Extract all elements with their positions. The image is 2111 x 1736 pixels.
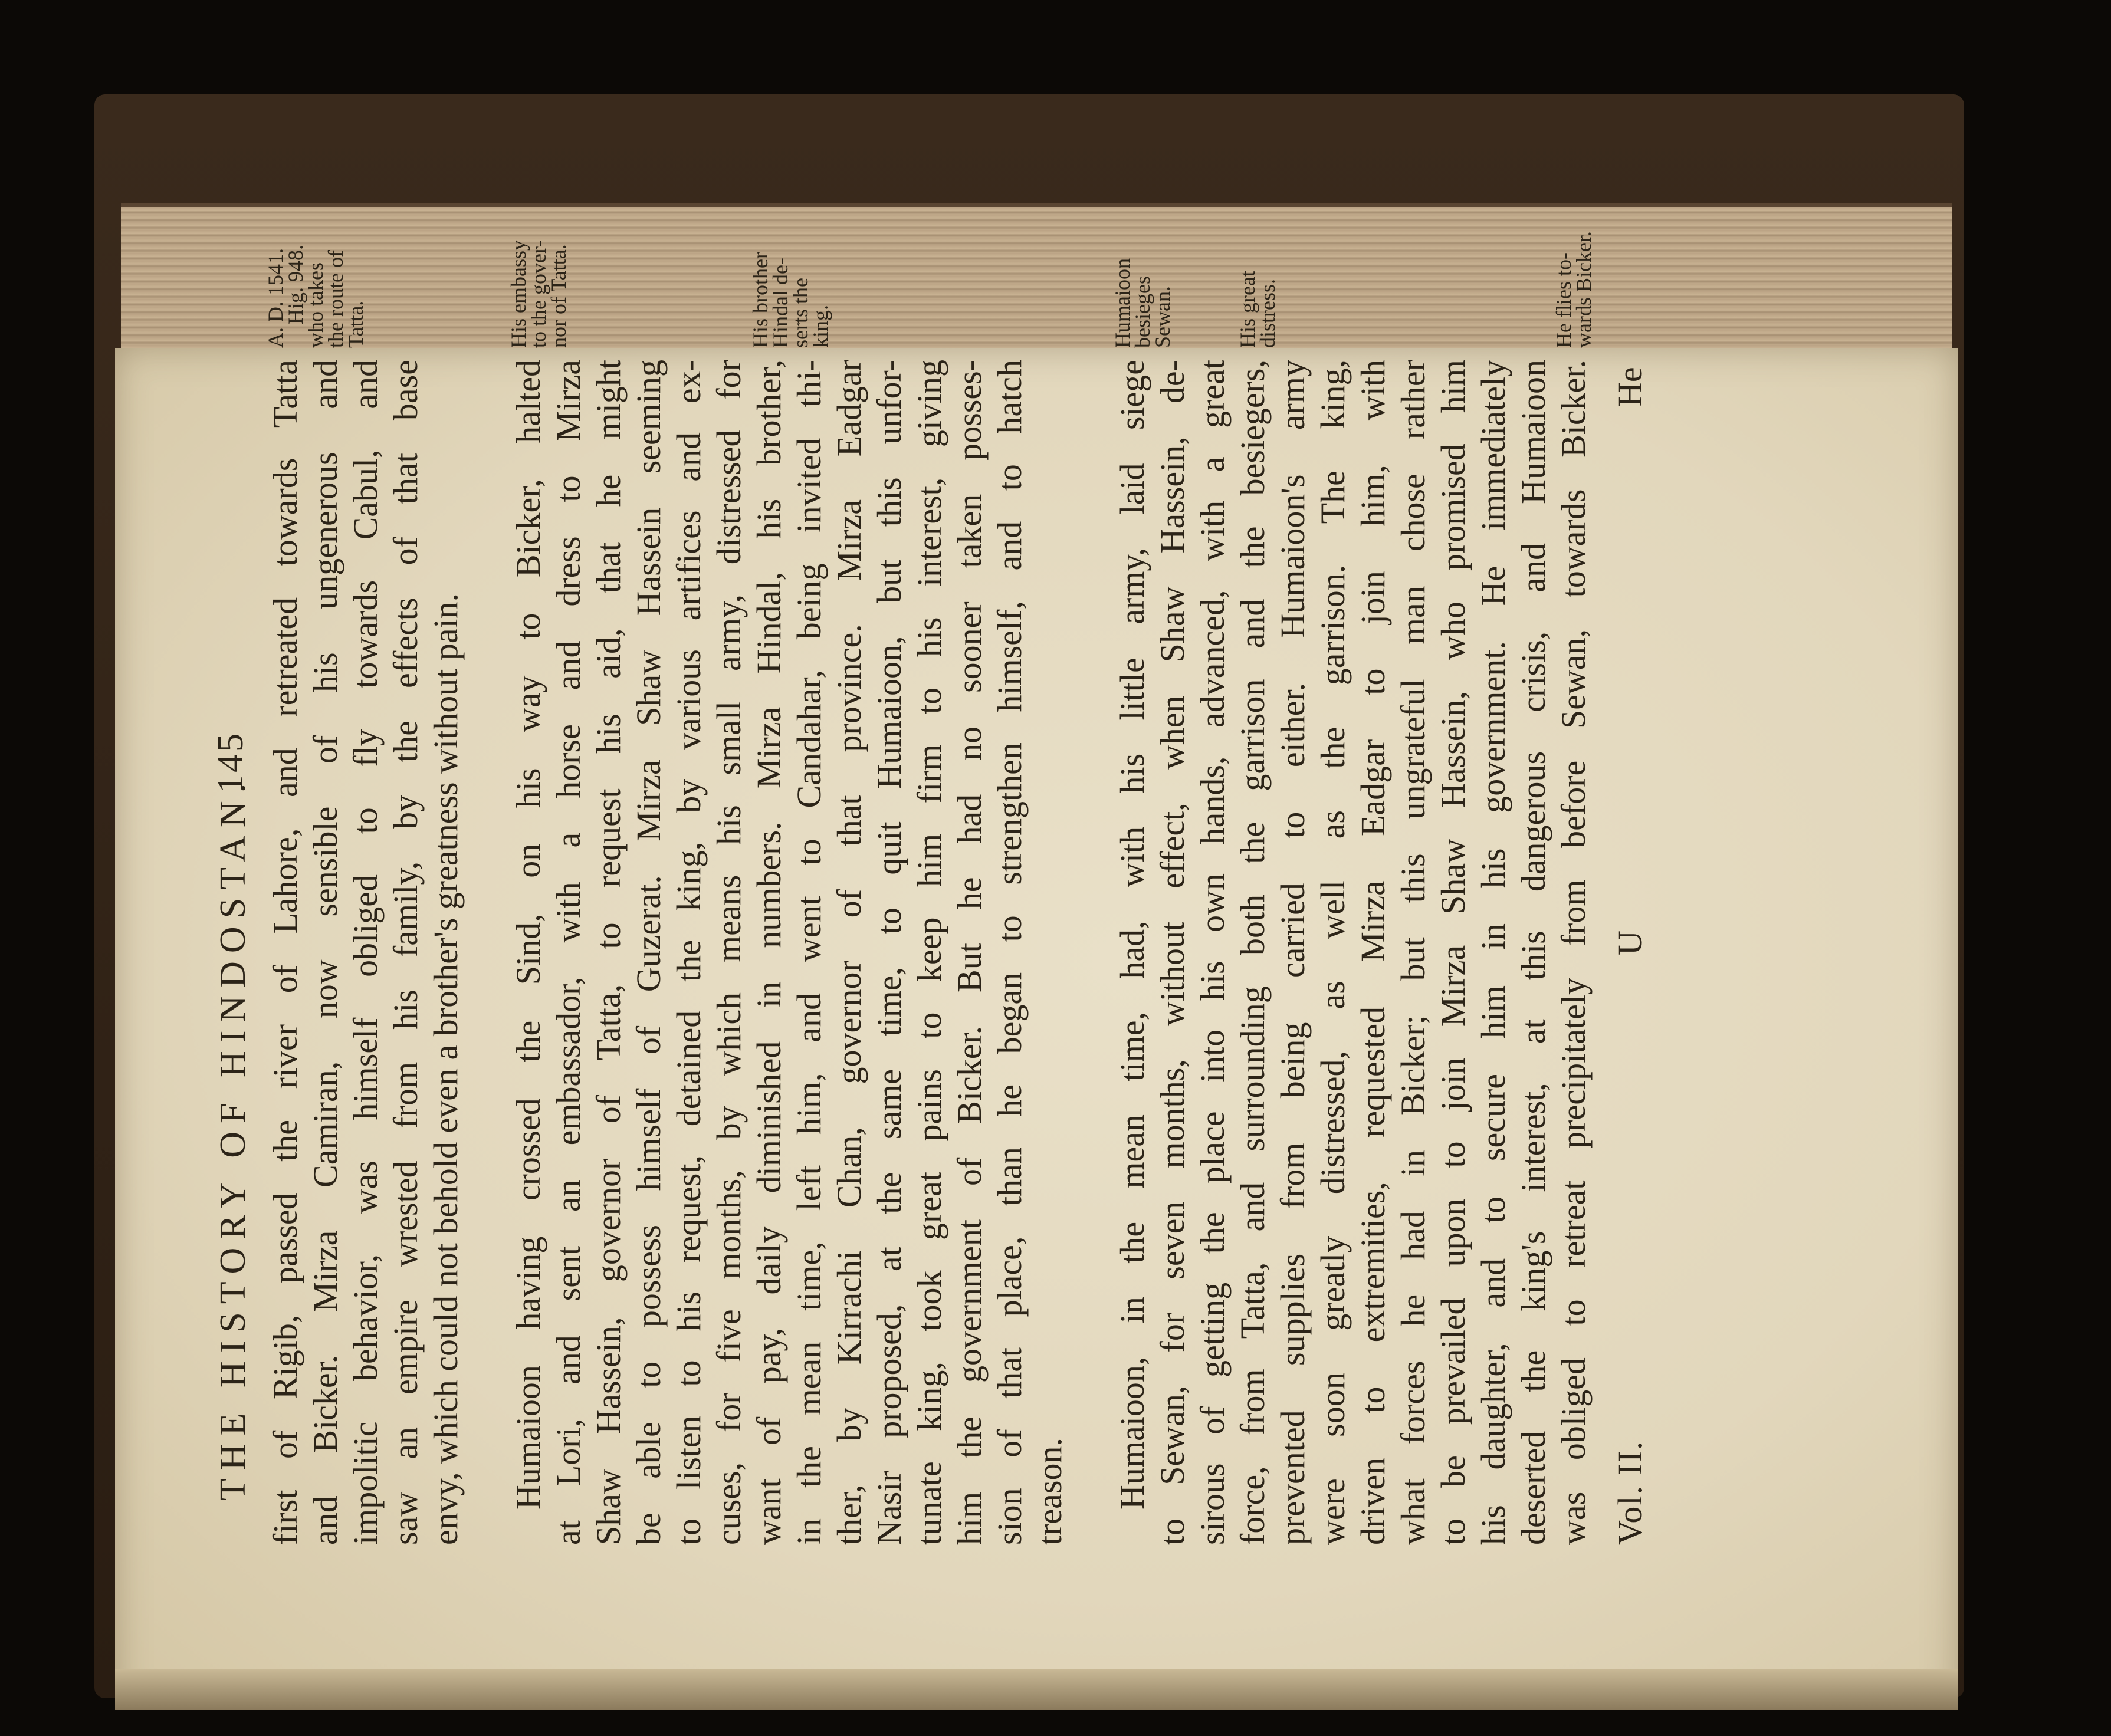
text-line: were soon greatly distressed, as well as the garrison. The king, [1314, 360, 1352, 1545]
note-line: besieges [1131, 276, 1154, 348]
note-line: His great [1236, 271, 1259, 348]
margin-note [750, 18, 830, 348]
text-line: cuses, for five months, by which means his small army, distressed for [710, 360, 748, 1545]
margin-note [1112, 18, 1173, 348]
note-line: A. D. 1541. [264, 248, 287, 348]
text-line: and Bicker. Mirza Camiran, now sensible of his ungenerous and [306, 360, 344, 1545]
margin-note [1237, 18, 1278, 348]
note-line: who takes [304, 262, 327, 348]
note-line: Tatta. [344, 300, 367, 348]
text-line: in the mean time, left him, and went to Candahar, being invited thi- [790, 360, 828, 1545]
margin-note [265, 18, 366, 348]
signature-mark: U [1611, 931, 1649, 955]
text-line: driven to extremities, requested Mirza Eadgar to join him, with [1354, 360, 1392, 1545]
note-line: His embassy [507, 240, 530, 348]
text-line: be able to possess himself of Guzerat. Mirza Shaw Hassein seeming [629, 360, 668, 1545]
page-text-frame [201, 231, 1764, 1545]
text-line: ther, by Kirrachi Chan, governor of that province. Mirza Eadgar [830, 360, 868, 1545]
text-line: treason. [1030, 1438, 1069, 1545]
note-line: He flies to- [1552, 252, 1575, 348]
note-line: Hig. 948. [284, 245, 307, 324]
text-line: first of Rigib, passed the river of Lahore, and retreated towards Tatta [266, 360, 304, 1545]
text-line: sion of that place, than he began to strengthen himself, and to hatch [990, 360, 1029, 1545]
note-line: king. [809, 304, 832, 348]
text-line: want of pay, daily diminished in numbers. Mirza Hindal, his brother, [750, 360, 788, 1545]
note-line: Humaioon [1111, 258, 1134, 348]
text-line: Humaioon, in the mean time, had, with his little army, laid siege [1113, 360, 1151, 1510]
text-line: saw an empire wrested from his family, by the effects of that base [386, 360, 425, 1545]
page-number: 145 [211, 731, 251, 793]
note-line: Sewan. [1151, 286, 1174, 348]
page-header [201, 377, 265, 1545]
text-line: was obliged to retreat precipitately from before Sewan, towards Bicker. [1554, 360, 1593, 1545]
text-line: Shaw Hassein, governor of Tatta, to request his aid, that he might [589, 360, 628, 1545]
paragraph-2 [507, 239, 709, 1545]
text-line: to listen to his request, detained the king, by various artifices and ex- [669, 360, 708, 1545]
note-line: serts the [789, 278, 812, 348]
text-line: his daughter, and to secure him in his government. He immediately [1474, 360, 1512, 1545]
text-line: Nasir proposed, at the same time, to quit Humaioon, but this unfor- [870, 360, 908, 1545]
note-line: the route of [324, 250, 347, 348]
note-line: nor of Tatta. [547, 244, 570, 348]
page-edges [121, 203, 1952, 354]
note-line: to the gover- [527, 239, 550, 348]
paragraph-2-cont [709, 252, 1070, 1545]
running-head: THE HISTORY OF HINDOSTAN. [213, 775, 253, 1501]
text-line: sirous of getting the place into his own hands, advanced, with a great [1193, 360, 1232, 1545]
text-line: Humaioon having crossed the Sind, on his way to Bicker, halted [509, 360, 547, 1510]
paragraph-3-end [1552, 231, 1595, 1545]
text-line: him the government of Bicker. But he had no sooner taken posses- [950, 360, 989, 1545]
page-footer [1610, 367, 1663, 1545]
note-line: distress. [1256, 279, 1279, 348]
note-line: Hindal de- [769, 258, 792, 348]
paragraph-1 [264, 245, 466, 1545]
text-line: impolitic behavior, was himself obliged to fly towards Cabul, and [346, 360, 385, 1545]
text-line: to Sewan, for seven months, without effect, when Shaw Hassein, de- [1153, 360, 1191, 1545]
text-line: tunate king, took great pains to keep him firm to his interest, giving [910, 360, 948, 1545]
text-line: envy, which could not behold even a brother's greatness without pain. [426, 593, 465, 1545]
text-line: prevented supplies from being carried to either. Humaioon's army [1273, 360, 1312, 1545]
note-line: His brother [748, 252, 772, 348]
catchword: He [1611, 367, 1649, 407]
text-line: deserted the king's interest, at this dangerous crisis, and Humaioon [1514, 360, 1552, 1545]
text-line: to be prevailed upon to join Mirza Shaw Hassein, who promised him [1434, 360, 1472, 1545]
page-gutter [115, 1669, 1958, 1710]
note-line: wards Bicker. [1572, 231, 1595, 348]
volume-mark: Vol. II. [1611, 1440, 1649, 1545]
text-line: what forces he had in Bicker; but this ungrateful man chose rather [1394, 360, 1432, 1545]
text-line: at Lori, and sent an embassador, with a horse and dress to Mirza [549, 360, 587, 1545]
text-line: force, from Tatta, and surrounding both the garrison and the besiegers, [1233, 360, 1272, 1545]
margin-note [508, 18, 569, 348]
margin-note [1554, 18, 1594, 348]
